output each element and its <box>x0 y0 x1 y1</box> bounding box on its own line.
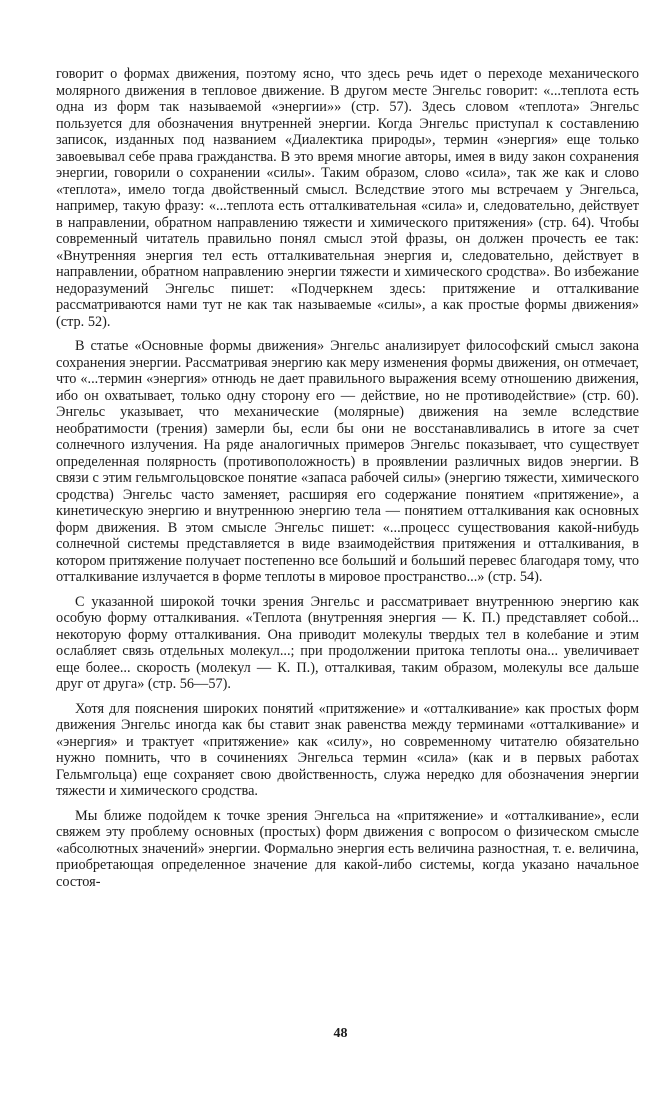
page-body <box>56 66 639 890</box>
paragraph-2: В статье «Основные формы движения» Энгельс анализирует философский смысл закона сохранения энергии. Рассматривая энергию как меру изменения формы движения, он отмечает, что «...термин «энергия» отнюдь не дает правильного выражения всему отношению движения, ибо он охватывает, только одну сторону его — действие, но не противодействие» (стр. 60). Энгельс указывает, что механические (молярные) движения на земле вследствие необратимости (трения) замерли бы, если бы они не восстанавливались в итоге за счет солнечного излучения. На ряде аналогичных примеров Энгельс показывает, что существует определенная полярность (противоположность) в проявлении различных видов энергии. В связи с этим гельмгольцовское понятие «запаса рабочей силы» (энергию тяжести, химического сродства) Энгельс часто заменяет, расширяя его содержание понятием «притяжение», а кинетическую энергию и внутреннюю энергию тела — понятием отталкивания как основных форм движения. В этом смысле Энгельс пишет: «...процесс существования какой-нибудь солнечной системы представляется в виде взаимодействия притяжения и отталкивания, в котором притяжение получает постепенно все больший и больший перевес благодаря тому, что отталкивание излучается в форме теплоты в мировое пространство...» (стр. 54). <box>56 338 639 585</box>
paragraph-3: С указанной широкой точки зрения Энгельс и рассматривает внутреннюю энергию как особую форму отталкивания. «Теплота (внутренняя энергия — К. П.) представляет собой... некоторую форму отталкивания. Она приводит молекулы твердых тел в колебание и этим ослабляет связь отдельных молекул...; при продолжении притока теплоты она... увеличивает еще более... скорость (молекул — К. П.), отталкивая, таким образом, молекулы все дальше друг от друга» (стр. 56—57). <box>56 593 639 692</box>
page-number-footer <box>0 1026 661 1042</box>
paragraph-1: говорит о формах движения, поэтому ясно, что здесь речь идет о переходе механического молярного движения в тепловое движение. В другом месте Энгельс говорит: «...теплота есть одна из форм так называемой «энергии»» (стр. 57). Здесь словом «теплота» Энгельс пользуется для обозначения внутренней энергии. Когда Энгельс приступал к составлению записок, изданных под названием «Диалектика природы», термин «энергия» еще только завоевывал себе права гражданства. В это время многие авторы, имея в виду закон сохранения энергии, говорили о сохранении «силы». Таким образом, слово «сила», так же как и слово «теплота», имело тогда двойственный смысл. Вследствие этого мы встречаем у Энгельса, например, такую фразу: «...теплота есть отталкивательная «сила» и, следовательно, действует в направлении, обратном направлению тяжести и химического притяжения» (стр. 64). Чтобы современный читатель правильно понял смысл этой фразы, он должен прочесть ее так: «Внутренняя энергия тел есть отталкивательная энергия и, следовательно, действует в направлении, обратном направлению энергии тяжести и химического сродства». Во избежание недоразумений Энгельс пишет: «Подчеркнем здесь: притяжение и отталкивание рассматриваются нами тут не как так называемые «силы», а как простые формы движения» (стр. 52). <box>56 66 639 330</box>
page-number: 48 <box>333 1026 348 1041</box>
paragraph-4: Хотя для пояснения широких понятий «притяжение» и «отталкивание» как простых форм движения Энгельс иногда как бы ставит знак равенства между терминами «отталкивание» и «энергия» и трактует «притяжение» как «силу», но современному читателю обязательно нужно помнить, что в сочинениях Энгельса термин «сила» (как и в первых работах Гельмгольца) еще сохраняет свою двойственность, служа нередко для обозначения энергии тяжести и химического сродства. <box>56 700 639 799</box>
paragraph-5: Мы ближе подойдем к точке зрения Энгельса на «притяжение» и «отталкивание», если свяжем эту проблему основных (простых) форм движения с вопросом о физическом смысле «абсолютных значений» энергии. Формально энергия есть величина разностная, т. е. величина, приобретающая определенное значение для какой-либо системы, когда указано начальное состоя- <box>56 807 639 890</box>
